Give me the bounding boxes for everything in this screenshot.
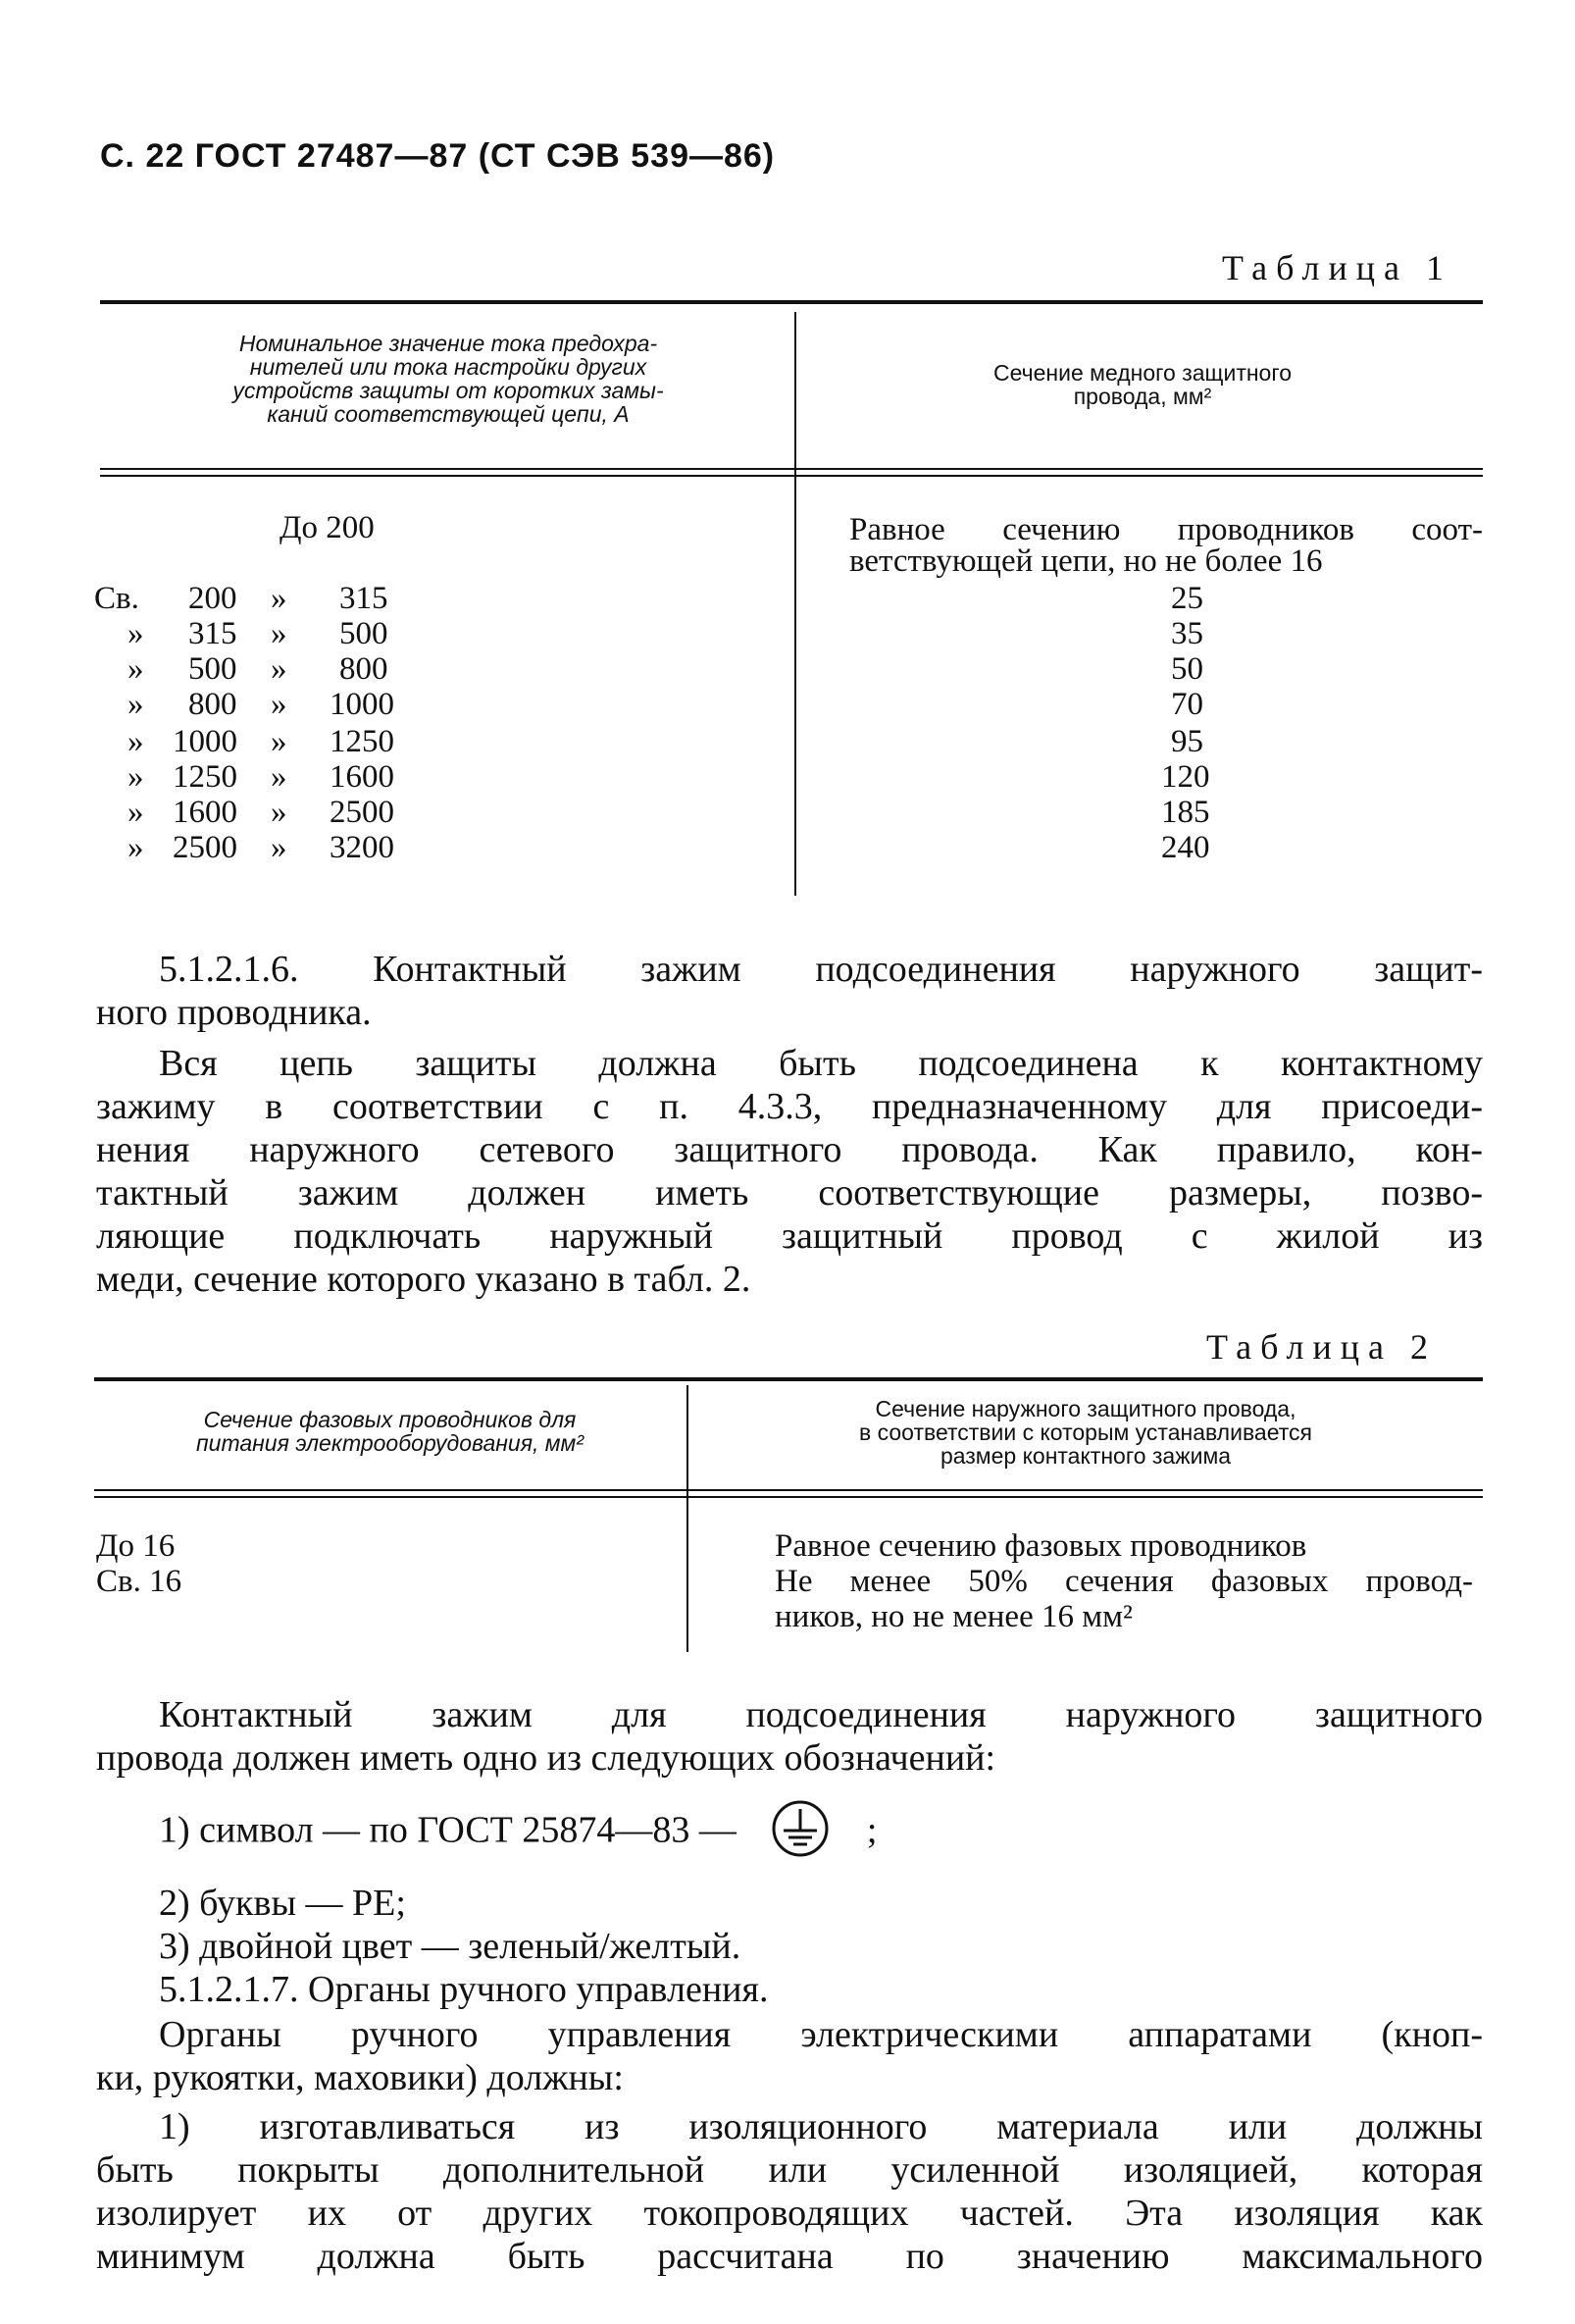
- table1-row: » 315 » 500 35: [127, 616, 1203, 651]
- table1-row: » 2500 » 3200 240: [127, 830, 1210, 865]
- table1-row: Св. 200 » 315 25: [94, 581, 1203, 616]
- paragraph-terminal-markings: Контактный зажим для подсоединения наружного защитного провода должен иметь одно из следующих обозначений:: [96, 1694, 1483, 1779]
- clause-5-1-2-1-6-line1: 5.1.2.1.6. Контактный зажим подсоединения наружного защит-: [159, 949, 1483, 990]
- table2-rows-left: До 16 Св. 16: [96, 1528, 182, 1599]
- clause-5-1-2-1-6-line2: ного проводника.: [96, 992, 372, 1033]
- table1-top-rule: [100, 300, 1483, 304]
- table2-column-divider: [686, 1385, 688, 1652]
- list-item-1: 1) символ — по ГОСТ 25874—83 — ;: [159, 1797, 877, 1870]
- table2-header-rule-1: [94, 1489, 1483, 1491]
- table2-rows-right: Равное сечению фазовых проводников Не менее 50% сечения фазовых провод- ников, но не менее 16 мм²: [775, 1528, 1473, 1634]
- table2-col2-header: Сечение наружного защитного провода, в соответствии с которым устанавливается размер контактного зажима: [859, 1396, 1312, 1469]
- table1-row: » 1250 » 1600 120: [127, 759, 1210, 795]
- table1-first-row-right: Равное сечению проводников соот- ветствующей цепи, но не более 16: [849, 512, 1483, 579]
- table1-row: » 1000 » 1250 95: [127, 724, 1203, 759]
- table1-header-rule-1: [100, 468, 1483, 470]
- list-item-2: 2) буквы — PE;: [159, 1883, 406, 1924]
- table2-top-rule: [94, 1377, 1483, 1381]
- table1-caption: Таблица 1: [1222, 248, 1452, 287]
- table2-col1-header: Сечение фазовых проводников для питания электрооборудования, мм²: [196, 1407, 584, 1456]
- paragraph-circuit-connection: Вся цепь защиты должна быть подсоединена к контактному зажиму в соответствии с п. 4.3.3, предназначенному для присоеди- нения наружного сетевого защитного провода. Как правило, кон- тактный зажим должен иметь соответствующие размеры, позво- ляющие подключать наружный защитный провод с жилой из меди, сечение которого указано в табл. 2.: [96, 1043, 1483, 1300]
- paragraph-manual-controls: Органы ручного управления электрическими аппаратами (кноп- ки, рукоятки, маховики) должны:: [96, 2014, 1483, 2098]
- table1-row: » 500 » 800 50: [127, 651, 1203, 687]
- paragraph-insulation-requirement: 1) изготавливаться из изоляционного материала или должны быть покрыты дополнительной или усиленной изоляцией, которая изолирует их от других токопроводящих частей. Эта изоляция как минимум должна быть рассчитана по значению максимального: [96, 2106, 1483, 2277]
- table1-row: » 1600 » 2500 185: [127, 795, 1210, 830]
- table2-caption: Таблица 2: [1206, 1327, 1437, 1367]
- table1-rows: [94, 581, 1487, 875]
- table1-first-row-left: До 200: [279, 510, 375, 545]
- page-header: С. 22 ГОСТ 27487—87 (СТ СЭВ 539—86): [100, 137, 776, 175]
- table2-header-rule-2: [94, 1496, 1483, 1498]
- list-item-3: 3) двойной цвет — зеленый/желтый.: [159, 1926, 741, 1967]
- table1-row: » 800 » 1000 70: [127, 687, 1203, 722]
- table1-header-rule-2: [100, 475, 1483, 477]
- table1-col1-header: Номинальное значение тока предохра- нителей или тока настройки других устройств защиты от коротких замы- каний соответствующей цепи, А: [232, 331, 664, 427]
- clause-5-1-2-1-7: 5.1.2.1.7. Органы ручного управления.: [159, 1969, 769, 2010]
- protective-earth-icon: [769, 1797, 832, 1870]
- table1-col2-header: Сечение медного защитного провода, мм²: [992, 360, 1293, 409]
